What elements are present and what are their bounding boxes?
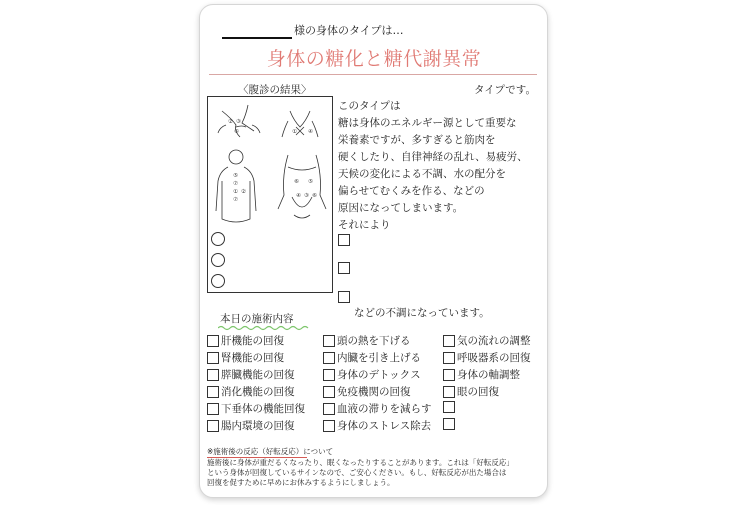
- treatment-checkbox[interactable]: [443, 352, 455, 364]
- description-line: 糖は身体のエネルギー源として重要な: [338, 117, 517, 129]
- symptom-checkbox[interactable]: [338, 262, 350, 274]
- description-line: 偏らせてむくみを作る、などの: [338, 185, 485, 197]
- treatment-item[interactable]: 頭の熱を下げる: [323, 333, 411, 348]
- treatment-item[interactable]: 下垂体の機能回復: [207, 401, 305, 416]
- description-line: 栄養素ですが、多すぎると筋肉を: [338, 134, 496, 146]
- treatment-item[interactable]: 眼の回復: [443, 384, 499, 399]
- description-line: 原因になってしまいます。: [338, 202, 464, 214]
- symptom-tail-text: などの不調になっています。: [354, 307, 490, 319]
- description-line: それにより: [338, 219, 391, 231]
- mark-text: ①: [233, 189, 238, 195]
- mark-text: ⑥: [312, 193, 317, 199]
- mark-text: ⑥: [294, 179, 299, 185]
- treatment-checkbox[interactable]: [207, 369, 219, 381]
- treatment-item[interactable]: 身体のデトックス: [323, 367, 421, 382]
- result-circle: [211, 274, 225, 288]
- treatment-item[interactable]: 腎機能の回復: [207, 350, 284, 365]
- title-divider: [209, 74, 537, 75]
- treatment-checkbox[interactable]: [207, 403, 219, 415]
- mark-text: ③: [304, 193, 309, 199]
- treatment-item[interactable]: 腸内環境の回復: [207, 418, 295, 433]
- treatment-item[interactable]: 身体のストレス除去: [323, 418, 431, 433]
- type-suffix: タイプです。: [474, 84, 536, 96]
- mark-text: ⑤: [233, 173, 238, 179]
- body-diagram-illustration: [208, 97, 332, 292]
- mark-text: ③: [236, 119, 241, 125]
- name-blank-line: [222, 37, 292, 39]
- mark-text: ⑦: [233, 197, 238, 203]
- type-description: [338, 98, 528, 234]
- treatment-checkbox[interactable]: [323, 369, 335, 381]
- mark-text: ①: [292, 129, 297, 135]
- treatment-checkbox[interactable]: [443, 335, 455, 347]
- mark-text: ②: [241, 189, 246, 195]
- symptom-checkbox[interactable]: [338, 234, 350, 246]
- treatment-checkbox[interactable]: [323, 352, 335, 364]
- treatment-item[interactable]: 呼吸器系の回復: [443, 350, 531, 365]
- diagnosis-box: [207, 96, 333, 293]
- treatment-heading: 本日の施術内容: [220, 313, 294, 325]
- note-line: 回復を促すために早めにお休みするようにしましょう。: [207, 478, 395, 487]
- treatment-item[interactable]: 肝機能の回復: [207, 333, 284, 348]
- treatment-checkbox[interactable]: [207, 335, 219, 347]
- note-line: 施術後に身体が重だるくなったり、眠くなったりすることがあります。これは「好転反応」: [207, 458, 514, 467]
- description-line: このタイプは: [338, 100, 401, 112]
- heading-wavy-underline: [218, 325, 312, 331]
- description-line: 天候の変化による不調、水の配分を: [338, 168, 506, 180]
- mark-text: ⑦: [233, 181, 238, 187]
- result-circle: [211, 232, 225, 246]
- treatment-item[interactable]: 膵臓機能の回復: [207, 367, 295, 382]
- treatment-checkbox[interactable]: [443, 386, 455, 398]
- treatment-item[interactable]: 内臓を引き上げる: [323, 350, 421, 365]
- name-suffix: 様の身体のタイプは…: [294, 24, 404, 37]
- treatment-item[interactable]: 血液の滞りを減らす: [323, 401, 432, 416]
- note-body: [207, 458, 514, 488]
- note-line: という身体が回復しているサインなので、ご安心ください。もし、好転反応が出た場合は: [207, 468, 507, 477]
- treatment-item[interactable]: 身体の軸調整: [443, 367, 520, 382]
- mark-text: ④: [308, 129, 313, 135]
- treatment-checkbox[interactable]: [207, 352, 219, 364]
- treatment-checkbox[interactable]: [443, 401, 455, 413]
- treatment-checkbox[interactable]: [323, 420, 335, 432]
- description-line: 硬くしたり、自律神経の乱れ、易疲労、: [338, 151, 528, 163]
- treatment-item[interactable]: 免疫機関の回復: [323, 384, 411, 399]
- treatment-checkbox[interactable]: [323, 335, 335, 347]
- mark-text: ②: [228, 119, 233, 125]
- treatment-item[interactable]: 気の流れの調整: [443, 333, 531, 348]
- treatment-checkbox[interactable]: [207, 420, 219, 432]
- diagnosis-label: 〈腹診の結果〉: [238, 84, 312, 96]
- treatment-item-blank[interactable]: [443, 401, 457, 413]
- symptom-checkbox[interactable]: [338, 291, 350, 303]
- treatment-item-blank[interactable]: [443, 418, 457, 430]
- result-circle: [211, 253, 225, 267]
- page-title: 身体の糖化と糖代謝異常: [266, 48, 482, 70]
- mark-text: ⑤: [308, 179, 313, 185]
- mark-text: ④: [296, 193, 301, 199]
- mark-text: ⑥: [234, 129, 239, 135]
- treatment-checkbox[interactable]: [443, 369, 455, 381]
- treatment-item[interactable]: 消化機能の回復: [207, 384, 295, 399]
- treatment-checkbox[interactable]: [323, 386, 335, 398]
- treatment-checkbox[interactable]: [323, 403, 335, 415]
- note-title: ※施術後の反応（好転反応）について: [207, 447, 334, 456]
- treatment-checkbox[interactable]: [443, 418, 455, 430]
- treatment-checkbox[interactable]: [207, 386, 219, 398]
